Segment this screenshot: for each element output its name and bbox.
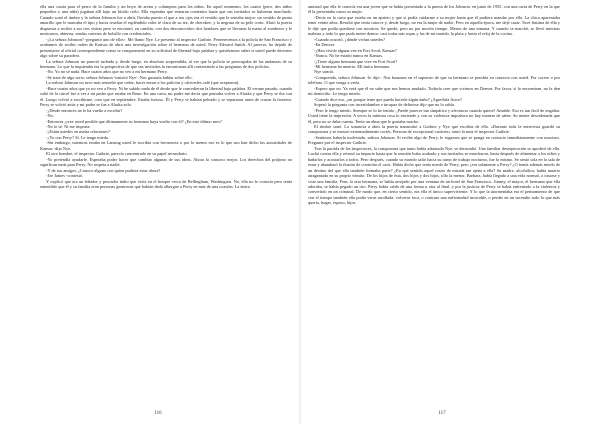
paragraph: -Espero que no. Ya verá que él no sabe que nos hemos mudado. Todavía cree que vivimos en Denver. Por favor, si lo encuentran, no le den mi domicilio. Le tengo miedo. [308,85,560,97]
paragraph: Sopesó la pregunta con incertidumbre e incapaz de definirse dijo que no lo sabía. [314,102,455,108]
paragraph: Nye sonrió. [314,69,335,75]
right-page-text [308,4,560,402]
paragraph: El timbre sonó. La sonancia a abrir la puerta transmitió a Guthrie y Nye que escribía de ella. «Durante toda la entrevista guardó su compostura y se mostró extremadamente cortés. Persona de excepcional carácter» tomó la nota el inspector Guthrie. [308,123,560,135]
paragraph: -En Denver. [314,42,335,48]
paragraph: -Nunca. No he estado nunca en Kansas. [314,53,383,59]
paragraph: -Decía en la carta que estaba en un aprieto y que si podía cuidarme a su mujer hasta que él pudiera mandar por ella. La chica aparentaba tener veinte años. Resultó que tenía catorce y, desde luego, no era la mujer de nadie. Pero en aquella época, me dejé cazar. Tuve lástima de ella y le dije que podía quedarse con nosotros. Se quedó, pero no por mucho tiempo. Menos de una semana. Y cuando se marchó, se llevó nuestras maletas y todo lo que pudo meter dentro: casi todas mis ropas y las de mi marido, la plata y hasta el reloj de la cocina. [308,14,560,37]
paragraph: -¿Tiene alguna hermana que vive en Fort Scott? [314,58,398,64]
paragraph: -Mi hermana ha muerto. Mi única hermana. [314,63,390,69]
paragraph: La señora Johnson no pareció turbada y, desde luego, en absoluto sorprendida, al ver que la policía se preocupaba de las andanzas de su hermano. Lo que la inquietaba era la perspectiva de que sus invitados la encontraran allí contestando a las preguntas de dos policías. [40,58,292,69]
paragraph: -Sin embargo, mientras estaba en Lansing usted le escribía con frecuencia o por lo menos eso es lo que nos han dicho las autoridades de Kansas -dijo Nye. [40,140,292,151]
paragraph: amistad que ella le conocía era una joven que se había presentado a la puerta de los Johnson, en junio de 1955, con una carta de Perry en la que él la presentaba como su mujer. [308,4,560,15]
paragraph: ella una casita para el perro de la familia y un hoyo de arena y columpios para los niños. En aquel momento, los cuatro (pero, dos niños pequeños y una niña) jugaban allí bajo un lúcido cielo. Ella esperaba que entraran contentos hasta que sus invitados se hubieran marchado. Cuando sonó el timbre y la señora Johnson fue a abrir, llevaba puesto el que a sus ojos era el vestido que le sentaba mejor: un vestido de punto amarillo que le marcaba el tipo y hacía resaltar el espléndido color té claro de su tez, de cherokee, y la negrura de su pelo corto. Abrió la puerta dispuesta a recibir a sus tres visitas pero se encontró, en cambio, con dos desconocidos: dos hombres que se llevaron la mano al sombrero y le mostraron, abiertas, sendas carteras de bolsillo con credenciales. [40,4,292,37]
paragraph: -Comprenda, señora Johnson -le dijo-. Nos basamos en el supuesto de que su hermano se pondría en contacto con usted. Por correo o por teléfono. O que venga a verla. [308,74,560,86]
paragraph: -¿Yo con Perry? Sí. Le tengo miedo. [46,134,110,140]
left-page-text [40,4,292,402]
paragraph: -Cuando ocurrió, ¿dónde vivían ustedes? [314,36,386,42]
paragraph: Tras la partida de los inspectores, la compostura que tanto había admirado Nye, se derrumbó. Una familiar desesperación se apoderó de ella. Luchó contra ella y retrasó su impacto hasta que la reunión hubo acabado y sus invitados se marcharon, hasta después de alimentar a los niños y bañarlos y acostarlos a todos. Pero después, cuando su marido salió hacia su turno de trabajo nocturno, fue lo mismo. Se sentó sola en la sala de estar y abandonó la ilusión de controlar el caos. Había dicho que tenía miedo de Perry, pero ¿era solamente a Perry? ¿O temía además miedo de un destino del que ella también formaba parte? ¿En qué sentido aquel rostro de mirada tan ajena a ella? Su madre, alcohólica, había muerto atragantada en su propio vómito. De los hijos de ésta, dos hijos y dos hijas, sólo la menor, Barbara, había llegado a una vida normal, a casarse y criar una familia. Fern, la otra hermana, se había arrojado por una ventana de un hotel de San Francisco. Jimmy, el mayor, el hermano que ella adoraba, se había pegado un tiro. Perry había caído de una forma u otra al final, y por la justicia de Perry se había enfrentado a la violencia y convertido en un criminal. De modo que, en cierto sentido, era ella el único superviviente. Y lo que la atormentaba era el pensamiento de que con el tiempo también ella podía verse arrollada: volverse loca, o contraer una enfermedad incurable, o perder en un incendio todo lo que más quería, hogar, esposo, hijos. [308,145,560,206]
right-page [300,0,600,424]
paragraph: -No lo sé. Ni me importa. [46,123,91,129]
paragraph: El otro hombre, el inspector Guthrie, parecía concentrado en su papel secundario. [46,151,188,157]
paragraph: -Yo pretendía ayudarle. Esperaba poder hacer que cambiar algunas de sus ideas. Ahora lo conozco mejor. Los derechos del prójimo no significan nada para Perry. No respeta a nadie. [40,156,292,168]
left-page-number: 116 [154,411,162,416]
paragraph: -¿Han vivido alguna vez en Fort Scott, Kansas? [314,47,397,53]
paragraph: -¿Desde entonces no le ha vuelto a escribir? [46,107,123,113]
paragraph: La señora Johnson no tuvo más remedio que ceder, hacer entrar a los policías y ofrecerles café (que aceptaron). [46,80,240,86]
paragraph: -No. Yo no sé nada. Hace cuatro años que no veo a mi hermano Perry. [46,69,168,75]
paragraph: -Hace cuatro años que yo no veo a Perry. Ni he sabido nada de él desde que le concedieron la libertad bajo palabra. El verano pasado, cuando salió de la cárcel fue a ver a mi padre que estaba en Reno. En una carta, mi padre me decía que pensaba volver a Alaska y que Perry se iba con él. Luego volvió a escribirme, creo que en septiembre. Estaba furioso. Él y Perry se habían peleado y se separaron antes de cruzar la frontera. Perry se volvió atrás y mi padre se fue a Alaska solo. [40,85,292,108]
paragraph: -Se trata de algo serio, señora Johnson -insistió Nye-. Nos gustaría hablar sobre ello. [46,74,193,80]
paragraph: -Pero le tengo miedo. Siempre se lo he tenido. ¡Puede parecer tan simpático y afectuoso cuando quiere! Amable. Eso es tan fácil de engañar. Usted tiene la impresión. A veces la mínima cosa lo enciende y con su violencia impulsiva no hay manera de saber. Su mente desordenada que él, pero no se daba cuenta. Tenía un alma que le gustaba mucho. [308,107,560,124]
paragraph: -Joe James -contestó. [46,173,84,179]
paragraph: -¿Están ustedes en malas relaciones? [46,129,110,135]
paragraph: Y explicó que era un leñador y pescador indio que vivía en el bosque cerca de Bellingham, Washington. No, ella no le conocía pero tenía entendido que él y su familia eran personas generosas que habían dado albergue a Perry en más de una ocasión. La única [40,178,292,189]
paragraph: -Entonces ¿cree usted posible que últimamente su hermano haya vuelto con él? ¿En este último mes? [46,118,222,124]
paragraph: -Cuando dice eso, ¿en porque teme que pueda hacerle algún daño? ¿Agredirla físico? [314,96,462,102]
paragraph: -No. [46,113,54,119]
paragraph: -Sentimos haberla molestado, señora Johnson. Si recibe algo de Perry, le rogamos que se ponga en contacto inmediatamente con nosotros. Pregunte por el inspector Guthrie. [308,134,560,146]
paragraph: -Y de sus amigos, ¿Conoce alguno con quien pudiera estar ahora? [46,167,161,173]
paragraph: -¿La señora Johnson? -preguntó uno de ellos-. Me llamo Nye. Le presento al inspector Guthrie. Pertenecemos a la policía de San Francisco y acabamos de recibir orden de Kansas de abrir una investigación sobre el hermano de usted, Perry Edward Smith. Al parecer, ha dejado de presentarse al oficial correspondiente como se comprometió en su solicitud de libertad bajo palabra y quisiéramos saber si usted puede decirnos algo sobre su paradero. [40,36,292,59]
right-page-number: 117 [438,411,446,416]
